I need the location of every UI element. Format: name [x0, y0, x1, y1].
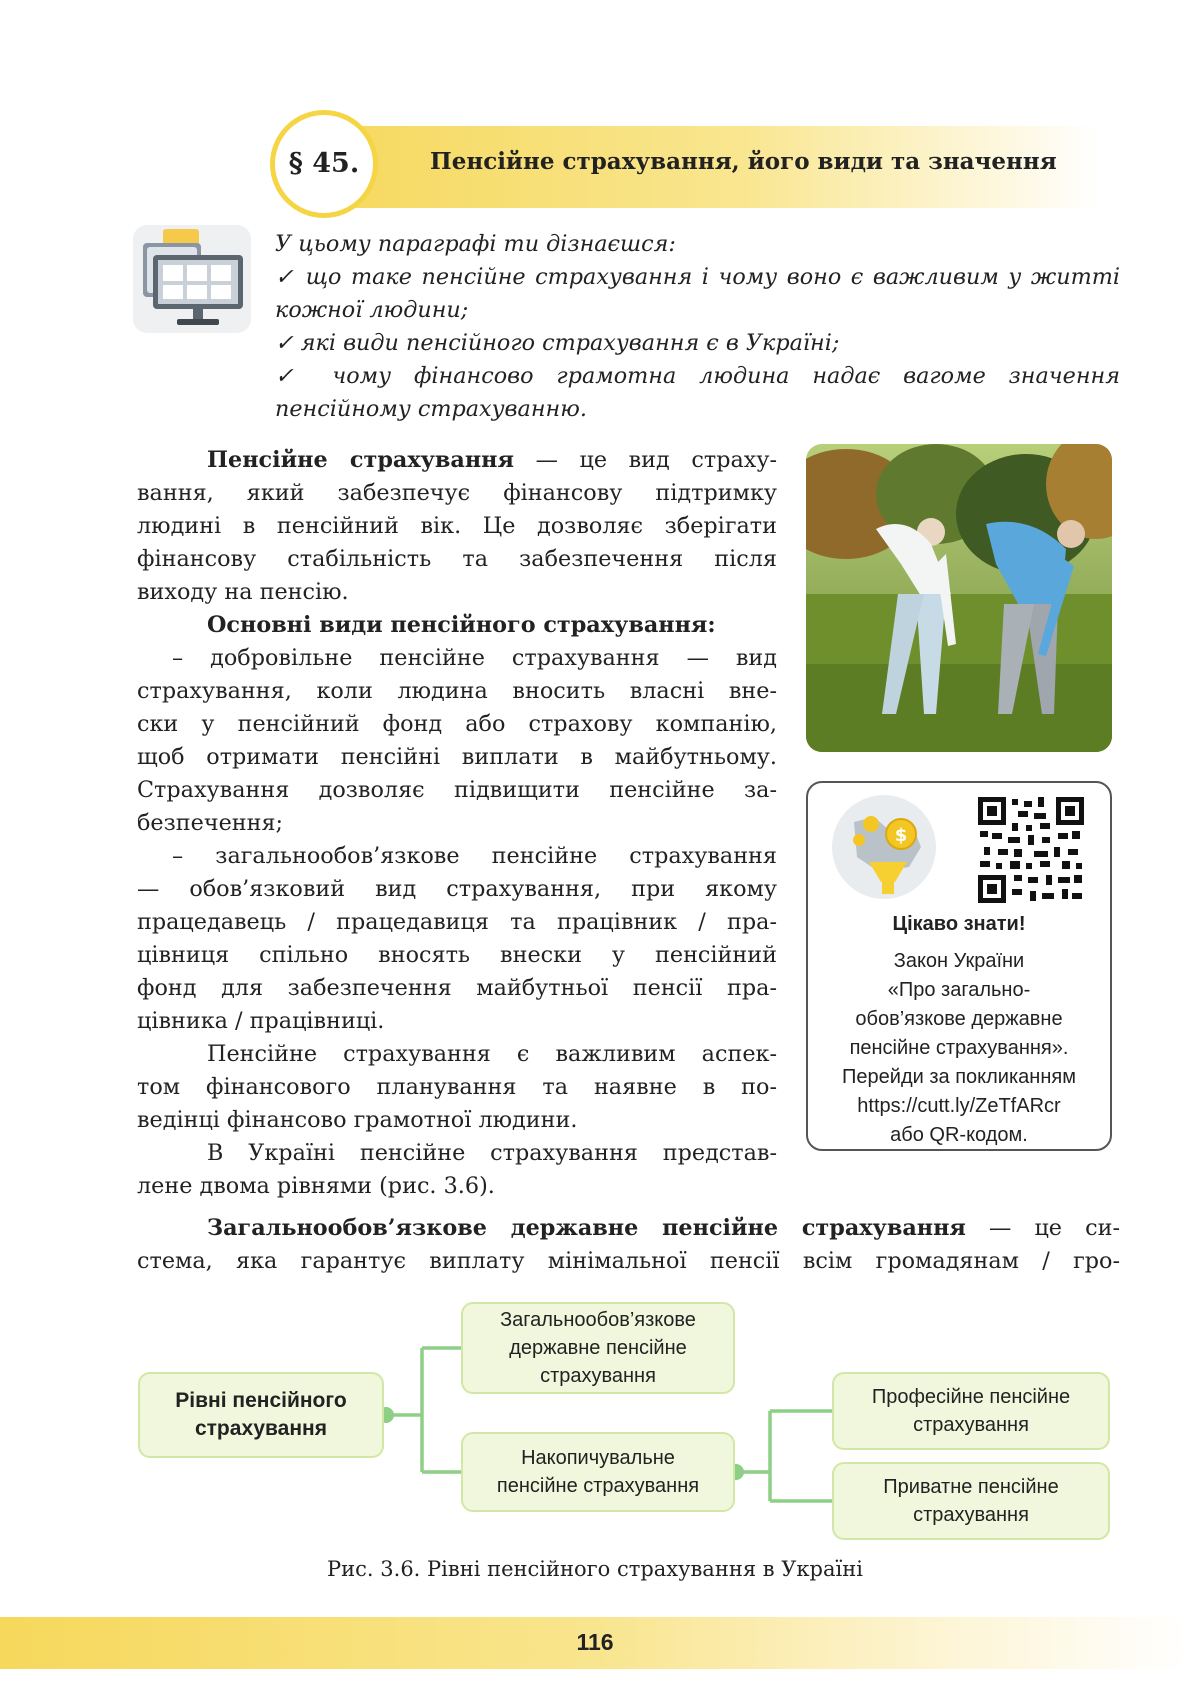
diagram-node-professional: Професійне пенсійне страхування — [832, 1372, 1110, 1450]
fun-fact-link[interactable]: https://cutt.ly/ZeTfARcr — [857, 1095, 1061, 1117]
text-line: цівника / працівниці. — [137, 1008, 385, 1034]
text-line: ведінці фінансово грамотної людини. — [137, 1107, 578, 1133]
svg-text:$: $ — [894, 825, 908, 846]
section-number: § 45. — [288, 148, 360, 179]
fun-fact-line: Перейди за покликанням — [842, 1066, 1076, 1088]
text-line: – загальнообов’язкове пенсійне страхування — [172, 843, 777, 869]
text-line: лене двома рівнями (рис. 3.6). — [137, 1173, 495, 1199]
fun-fact-line: пенсійне страхування». — [849, 1037, 1069, 1059]
text-line: Пенсійне страхування є важливим аспек- — [207, 1041, 777, 1067]
section-title: Пенсійне страхування, його види та значення — [430, 148, 1057, 175]
text-line: Страхування дозволяє підвищити пенсійне за- — [137, 777, 777, 803]
diagram-node-accumulative: Накопичувальне пенсійне страхування — [461, 1432, 735, 1512]
term-state-insurance: Загальнообов’язкове державне пенсійне страхування — [207, 1215, 966, 1241]
computer-monitor-icon — [133, 225, 251, 333]
text-line: В Україні пенсійне страхування представ- — [207, 1140, 777, 1166]
diagram-node-mandatory: Загальнообов’язкове державне пенсійне страхування — [461, 1302, 735, 1394]
intro-item: ✓ які види пенсійного страхування є в Україні; — [275, 330, 840, 356]
fun-fact-text — [806, 947, 1112, 1150]
fun-fact-line: Закон України — [893, 950, 1025, 972]
intro-learning-goals — [275, 228, 1120, 426]
figure-caption: Рис. 3.6. Рівні пенсійного страхування в Україні — [327, 1557, 863, 1581]
text-line: щоб отримати пенсійні виплати в майбутньому. — [137, 744, 777, 770]
text-line: фінансову стабільність та забезпечення після — [137, 546, 777, 572]
fun-fact-line: «Про загально- — [887, 979, 1031, 1001]
text-line: — обов’язковий вид страхування, при якому — [137, 876, 777, 902]
main-text-column — [137, 444, 777, 1203]
text-line: фонд для забезпечення майбутньої пенсії пра- — [137, 975, 777, 1001]
types-heading: Основні види пенсійного страхування: — [207, 612, 716, 638]
diagram-root-node: Рівні пенсійного страхування — [138, 1372, 384, 1458]
intro-item: ✓ що таке пенсійне страхування і чому воно є важливим у житті кожної людини; — [275, 264, 1120, 323]
text-line: безпечення; — [137, 810, 284, 836]
fun-fact-line: обов’язкове державне — [855, 1008, 1063, 1030]
page-number: 116 — [576, 1629, 614, 1655]
intro-lead: У цьому параграфі ти дізнаєшся: — [275, 231, 676, 257]
text-line: – добровільне пенсійне страхування — вид — [172, 645, 777, 671]
text-line: том фінансового планування та наявне в по- — [137, 1074, 777, 1100]
full-width-text — [137, 1212, 1120, 1278]
text-line: стема, яка гарантує виплату мінімальної пенсії всім громадянам / гро- — [137, 1248, 1120, 1274]
definition-first-line: Пенсійне страхування — це вид страху- — [207, 447, 777, 473]
text-line: вання, який забезпечує фінансову підтримку — [137, 480, 777, 506]
text-line: цівниця спільно вносять внески у пенсійний — [137, 942, 777, 968]
qr-code-icon[interactable] — [978, 797, 1084, 903]
text-line: виходу на пенсію. — [137, 579, 349, 605]
pension-levels-diagram — [130, 1300, 1120, 1550]
fun-fact-line: або QR-кодом. — [890, 1124, 1028, 1146]
text-line: страхування, коли людина вносить власні вне- — [137, 678, 777, 704]
diagram-node-private: Приватне пенсійне страхування — [832, 1462, 1110, 1540]
text-line: працедавець / працедавиця та працівник / пра- — [137, 909, 777, 935]
state-insurance-first-line: Загальнообов’язкове державне пенсійне страхування — це си- — [207, 1215, 1120, 1241]
coins-funnel-icon — [829, 792, 939, 902]
intro-item: ✓ чому фінансово грамотна людина надає вагоме значення пенсійному страхуванню. — [275, 363, 1120, 422]
text-line: ски у пенсійний фонд або страхову компанію, — [137, 711, 777, 737]
term-pension-insurance: Пенсійне страхування — [207, 447, 514, 473]
photo-elderly-couple-exercising — [806, 444, 1112, 752]
fun-fact-title: Цікаво знати! — [892, 913, 1026, 935]
text-line: людині в пенсійний вік. Це дозволяє зберігати — [137, 513, 777, 539]
